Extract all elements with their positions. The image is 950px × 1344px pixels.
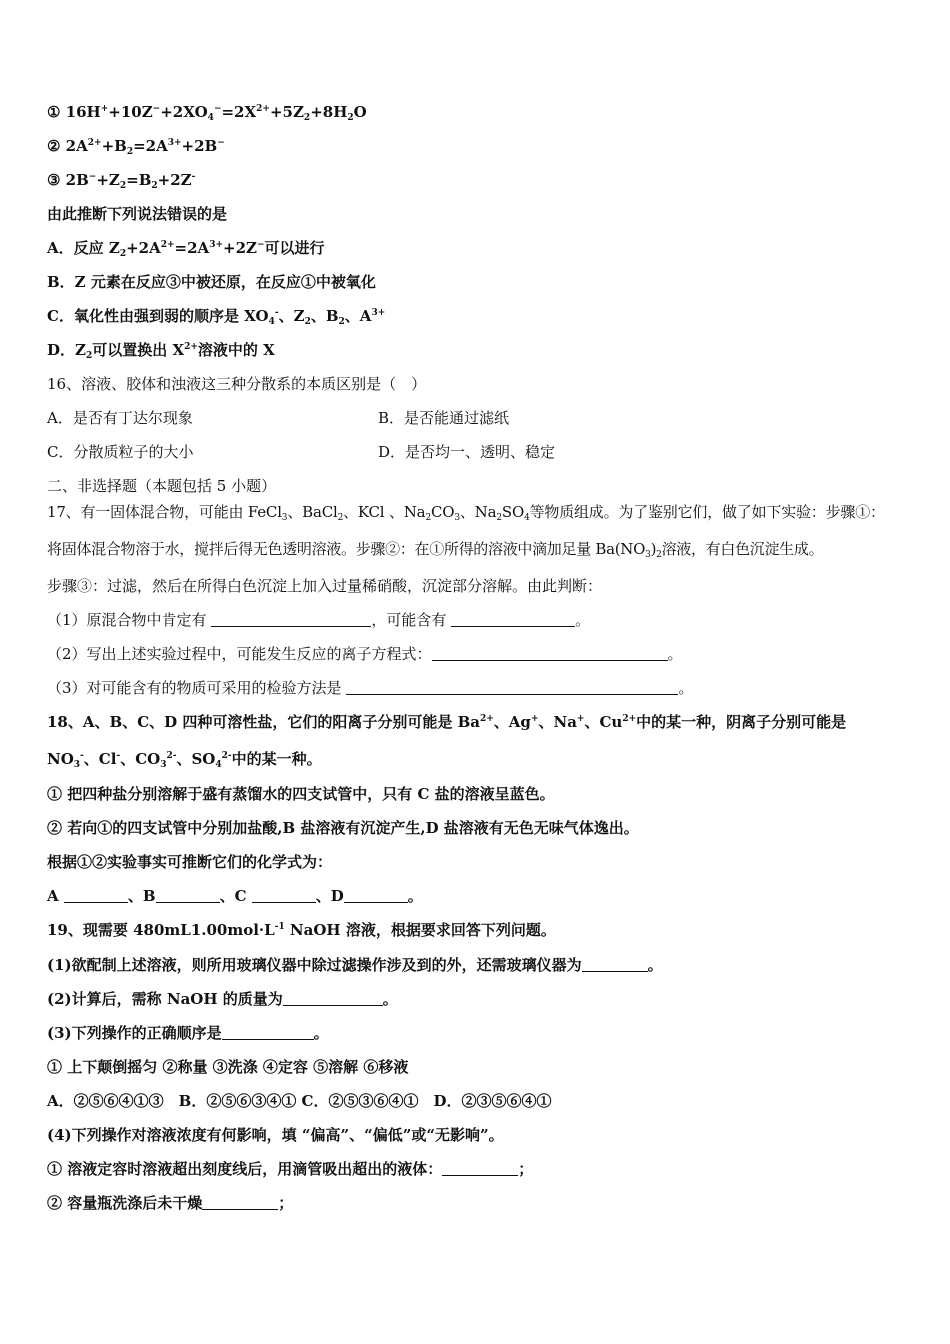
q17-line-2: 将固体混合物溶于水，搅拌后得无色透明溶液。步骤②：在①所得的溶液中滴加足量 $Ba(NO_3)_2$溶液，有白色沉淀生成。 <box>47 540 824 560</box>
q15-option-c: C．氧化性由强到弱的顺序是 $XO_4^-$、$Z_2$、$B_2$、$A^{3+}$ <box>47 307 386 327</box>
q17-part-1: （1）原混合物中肯定有 ，可能含有 。 <box>47 611 591 629</box>
q18-step-1: ① 把四种盐分别溶解于盛有蒸馏水的四支试管中，只有 C 盐的溶液呈蓝色。 <box>47 785 555 803</box>
q19-effect-1: ① 溶液定容时溶液超出刻度线后，用滴管吸出超出的液体： ； <box>47 1160 534 1178</box>
q17-blank-test-method[interactable] <box>346 679 678 695</box>
q19-choices: A．②⑤⑥④①③ B．②⑤⑥③④① C．②⑤③⑥④① D．②③⑤⑥④① <box>47 1092 552 1110</box>
q17-line-3: 步骤③：过滤，然后在所得白色沉淀上加入过量稀硝酸，沉淀部分溶解。由此判断： <box>47 577 603 595</box>
q18-line-1: 18、A、B、C、D 四种可溶性盐，它们的阳离子分别可能是 $Ba^{2+}$、Ag+、Na+、$Cu^{2+}$中的某一种，阴离子分别可能是 <box>47 713 847 731</box>
q19-operations: ① 上下颠倒摇匀 ②称量 ③洗涤 ④定容 ⑤溶解 ⑥移液 <box>47 1058 409 1076</box>
q16-stem: 16、溶液、胶体和浊液这三种分散系的本质区别是（ ） <box>47 375 427 393</box>
q16-option-d: D．是否均一、透明、稳定 <box>378 443 556 461</box>
q17-part-2: （2）写出上述实验过程中，可能发生反应的离子方程式： 。 <box>47 645 683 663</box>
q18-blank-c[interactable] <box>252 887 316 903</box>
q17-line-1: 17、有一固体混合物，可能由 FeCl$_3$、BaCl$_2$、KCl 、$Na_2CO_3$、$Na_2SO_4$等物质组成。为了鉴别它们，做了如下实验：步骤①： <box>47 503 885 523</box>
q19-part-4: (4)下列操作对溶液浓度有何影响，填 “偏高”、“偏低”或“无影响”。 <box>47 1126 504 1144</box>
reaction-3: ③ $2B^-+Z_2=B_2+2Z^-$ <box>47 171 196 191</box>
q19-blank-effect-2[interactable] <box>202 1194 278 1210</box>
q17-blank-ionic-equation[interactable] <box>432 645 668 661</box>
q18-step-2: ② 若向①的四支试管中分别加盐酸,B 盐溶液有沉淀产生,D 盐溶液有无色无味气体逸出。 <box>47 819 639 837</box>
q16-option-c: C．分散质粒子的大小 <box>47 443 194 461</box>
q15-option-a: A．反应 $Z_2+2A^{2+}=2A^{3+}+2Z^-$可以进行 <box>47 239 325 259</box>
q16-option-b: B．是否能通过滤纸 <box>378 409 510 427</box>
q18-blank-b[interactable] <box>156 887 220 903</box>
q17-blank-definite[interactable] <box>211 611 371 627</box>
q15-option-b: B．Z 元素在反应③中被还原，在反应①中被氧化 <box>47 273 376 291</box>
q19-effect-2: ② 容量瓶洗涤后未干燥 ； <box>47 1194 294 1212</box>
q19-blank-order[interactable] <box>222 1024 314 1040</box>
reaction-1: ① $16H^++10Z^-+2XO_4^-=2X^{2+}+5Z_2+8H_2O$ <box>47 103 367 123</box>
q15-option-d: D．$Z_2$可以置换出 $X^{2+}$溶液中的 X <box>47 341 275 361</box>
q15-stem: 由此推断下列说法错误的是 <box>47 205 228 223</box>
q19-part-3: (3)下列操作的正确顺序是 。 <box>47 1024 329 1042</box>
q18-line-2: $NO_3^-$、Cl-、$CO_3^{2-}$、$SO_4^{2-}$中的某一种。 <box>47 750 322 770</box>
q18-blank-d[interactable] <box>344 887 408 903</box>
q19-blank-instruments[interactable] <box>582 956 648 972</box>
q19-part-2: (2)计算后，需称 NaOH 的质量为 。 <box>47 990 398 1008</box>
q17-part-3: （3）对可能含有的物质可采用的检验方法是 。 <box>47 679 694 697</box>
section-heading: 二、非选择题（本题包括 5 小题） <box>47 477 277 495</box>
q19-stem: 19、现需要 $480mL1.00mol\cdot L^{-1}$ NaOH 溶液，根据要求回答下列问题。 <box>47 921 556 939</box>
q19-blank-effect-1[interactable] <box>442 1160 518 1176</box>
reaction-2: ② $2A^{2+}+B_2=2A^{3+}+2B^-$ <box>47 137 225 157</box>
q16-option-a: A．是否有丁达尔现象 <box>47 409 193 427</box>
q17-blank-possible[interactable] <box>451 611 575 627</box>
q18-answers: A 、B 、C 、D 。 <box>47 887 423 905</box>
q19-blank-mass[interactable] <box>283 990 383 1006</box>
q19-part-1: (1)欲配制上述溶液，则所用玻璃仪器中除过滤操作涉及到的外，还需玻璃仪器为 。 <box>47 956 663 974</box>
q18-blank-a[interactable] <box>64 887 128 903</box>
q18-step-3: 根据①②实验事实可推断它们的化学式为： <box>47 853 333 871</box>
